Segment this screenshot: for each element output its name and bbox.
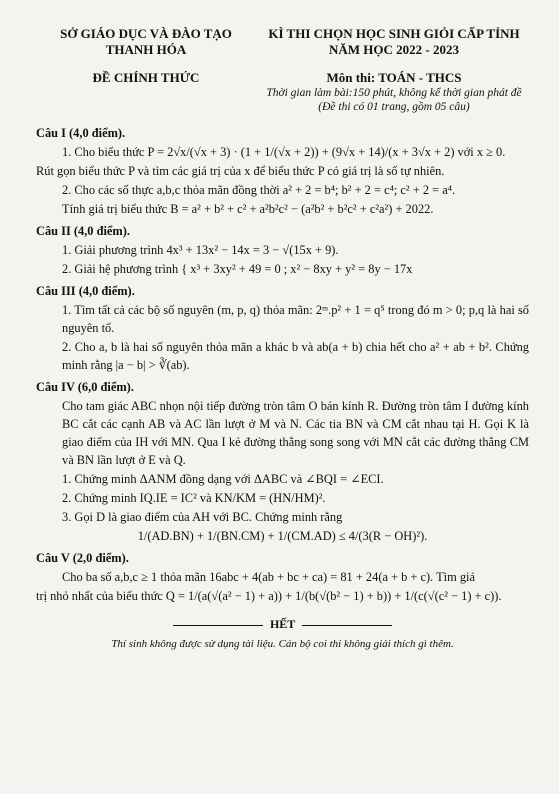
exam-subject: Môn thi: TOÁN - THCS bbox=[326, 70, 462, 85]
end-rule-left bbox=[173, 625, 263, 626]
question-4-intro: Cho tam giác ABC nhọn nội tiếp đường tròn tâm O bán kính R. Đường tròn tâm I đường kính BC cắt các cạnh AB và AC lần lượt ở M và N. Các tia BN và CM cắt nhau tại H. Gọi K là giao điểm của IH với MN. Qua I kẻ đường thẳng song song với MN cắt các đường thẳng CM và BN lần lượt ở E và Q. bbox=[62, 399, 529, 467]
exam-pages: (Đề thi có 01 trang, gồm 05 câu) bbox=[318, 101, 470, 113]
question-5-objective: trị nhỏ nhất của biểu thức Q = 1/(a(√(a² − 1) + a)) + 1/(b(√(b² − 1) + b)) + 1/(c(√(c² − 1) + c)). bbox=[36, 589, 502, 603]
question-1-part-1: 1. Cho biểu thức P = 2√x/(√x + 3) · (1 + 1/(√x + 2)) + (9√x + 14)/(x + 3√x + 2) với x ≥ 0. bbox=[62, 145, 506, 159]
exam-header bbox=[36, 26, 529, 114]
question-5-statement: Cho ba số a,b,c ≥ 1 thỏa mãn 16abc + 4(ab + bc + ca) = 81 + 24(a + b + c). Tìm giá bbox=[62, 570, 475, 584]
end-rule-right bbox=[302, 625, 392, 626]
department-name: SỞ GIÁO DỤC VÀ ĐÀO TẠO bbox=[60, 26, 232, 41]
question-2-title: Câu II (4,0 điểm). bbox=[36, 224, 130, 238]
question-2-part-2: 2. Giải hệ phương trình { x³ + 3xy² + 49 = 0 ; x² − 8xy + y² = 8y − 17x bbox=[62, 262, 413, 276]
question-4-part-3: 3. Gọi D là giao điểm của AH với BC. Chứng minh rằng bbox=[62, 510, 343, 524]
exam-year: NĂM HỌC 2022 - 2023 bbox=[329, 42, 459, 57]
question-1-part-2: 2. Cho các số thực a,b,c thỏa mãn đồng thời a² + 2 = b⁴; b² + 2 = c⁴; c² + 2 = a⁴. bbox=[62, 183, 456, 197]
question-3-title: Câu III (4,0 điểm). bbox=[36, 284, 135, 298]
question-5-title: Câu V (2,0 điểm). bbox=[36, 551, 129, 565]
question-2-part-1: 1. Giải phương trình 4x³ + 13x² − 14x = 3 − √(15x + 9). bbox=[62, 243, 339, 257]
question-3-part-1: 1. Tìm tất cả các bộ số nguyên (m, p, q) thỏa mãn: 2ᵐ.p² + 1 = q⁵ trong đó m > 0; p,q là hai số nguyên tố. bbox=[62, 303, 529, 335]
question-4-title: Câu IV (6,0 điểm). bbox=[36, 380, 134, 394]
end-text: HẾT bbox=[269, 617, 296, 631]
end-marker bbox=[36, 615, 529, 633]
question-3-part-2: 2. Cho a, b là hai số nguyên thỏa mãn a khác b và ab(a + b) chia hết cho a² + ab + b². Chứng minh rằng |a − b| > ∛(ab). bbox=[62, 340, 529, 372]
official-label: ĐỀ CHÍNH THỨC bbox=[92, 70, 200, 85]
exam-block bbox=[259, 26, 529, 114]
question-1-part-1-task: Rút gọn biểu thức P và tìm các giá trị của x để biểu thức P có giá trị là số tự nhiên. bbox=[36, 164, 445, 178]
question-4-part-1: 1. Chứng minh ΔANM đồng dạng với ΔABC và ∠BQI = ∠ECI. bbox=[62, 472, 384, 486]
exam-time: Thời gian làm bài:150 phút, không kể thời gian phát đề bbox=[266, 87, 522, 99]
question-4-part-2: 2. Chứng minh IQ.IE = IC² và KN/KM = (HN/HM)². bbox=[62, 491, 326, 505]
exam-title: KÌ THI CHỌN HỌC SINH GIỎI CẤP TỈNH bbox=[268, 26, 520, 41]
question-1-part-2-task: Tính giá trị biểu thức B = a² + b² + c² + a²b²c² − (a²b² + b²c² + c²a²) + 2022. bbox=[62, 202, 434, 216]
question-4-part-3-formula: 1/(AD.BN) + 1/(BN.CM) + 1/(CM.AD) ≤ 4/(3(R − OH)²). bbox=[137, 529, 428, 543]
exam-content bbox=[36, 124, 529, 653]
footer-note: Thí sinh không được sử dụng tài liệu. Cán bộ coi thi không giải thích gì thêm. bbox=[111, 638, 454, 650]
department-province: THANH HÓA bbox=[105, 42, 187, 57]
question-1-title: Câu I (4,0 điểm). bbox=[36, 126, 126, 140]
department-block bbox=[36, 26, 256, 114]
